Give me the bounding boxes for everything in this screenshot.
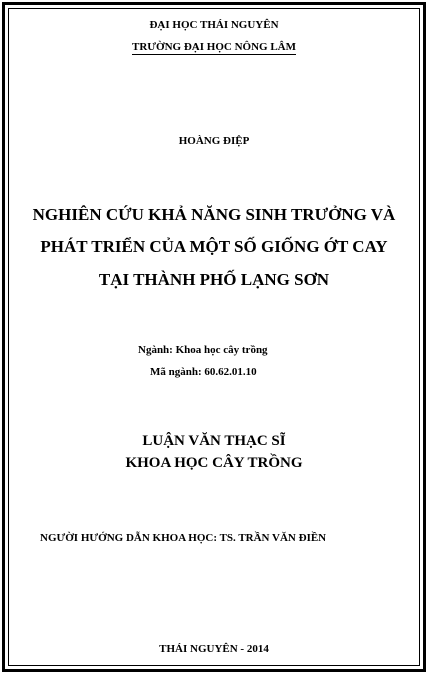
thesis-title-line-2: PHÁT TRIỂN CỦA MỘT SỐ GIỐNG ỚT CAY xyxy=(40,237,388,256)
inner-border xyxy=(8,8,420,666)
faculty-name xyxy=(0,41,428,53)
major-name: Ngành: Khoa học cây trồng xyxy=(138,344,268,356)
thesis-title-line-1: NGHIÊN CỨU KHẢ NĂNG SINH TRƯỞNG VÀ xyxy=(32,205,396,224)
author-name: HOÀNG ĐIỆP xyxy=(178,135,250,147)
advisor-line: NGƯỜI HƯỚNG DẪN KHOA HỌC: TS. TRẦN VĂN ĐIỀN xyxy=(40,532,327,544)
university-name: ĐẠI HỌC THÁI NGUYÊN xyxy=(149,19,279,31)
place-and-year: THÁI NGUYÊN - 2014 xyxy=(159,643,269,655)
faculty-name-text: TRƯỜNG ĐẠI HỌC NÔNG LÂM xyxy=(132,41,296,53)
thesis-title-line-3: TẠI THÀNH PHỐ LẠNG SƠN xyxy=(98,270,330,289)
major-code: Mã ngành: 60.62.01.10 xyxy=(150,366,257,378)
degree-type: LUẬN VĂN THẠC SĨ xyxy=(142,433,286,449)
degree-field: KHOA HỌC CÂY TRỒNG xyxy=(125,455,303,471)
